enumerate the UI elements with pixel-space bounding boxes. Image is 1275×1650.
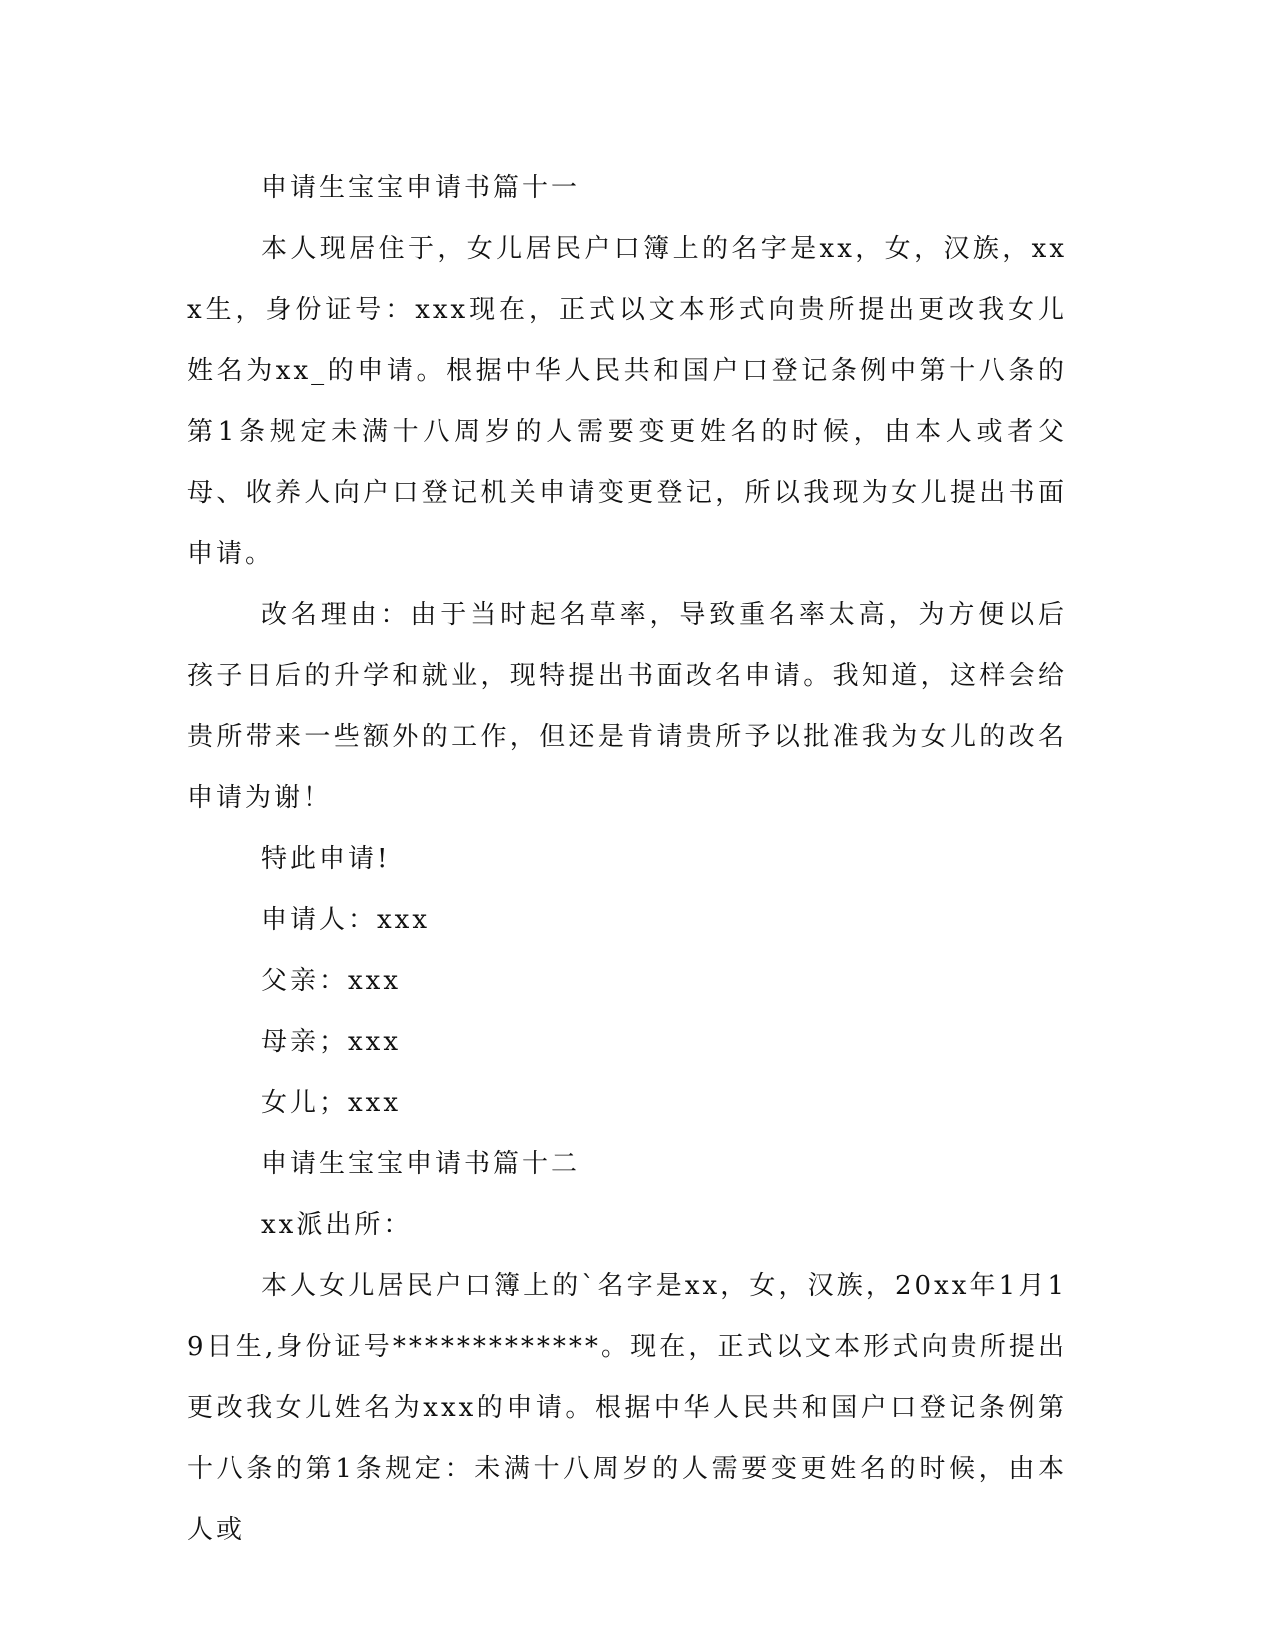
mother-line: 母亲；xxx — [261, 1027, 401, 1057]
body-paragraph-3: 本人女儿居民户口簿上的`名字是xx，女，汉族，20xx年1月19日生,身份证号*************。现在，正式以文本形式向贵所提出更改我女儿姓名为xxx的申请。根据中华人民共和国户口登记条例第十八条的第1条规定：未满十八周岁的人需要变更姓名的时候，由本人或 — [187, 1271, 1067, 1545]
body-paragraph-2: 改名理由：由于当时起名草率，导致重名率太高，为方便以后孩子日后的升学和就业，现特提出书面改名申请。我知道，这样会给贵所带来一些额外的工作，但还是肯请贵所予以批准我为女儿的改名申请为谢！ — [187, 600, 1067, 813]
addressee-line: xx派出所： — [261, 1210, 413, 1240]
section-heading-12: 申请生宝宝申请书篇十二 — [261, 1149, 581, 1179]
father-line: 父亲：xxx — [261, 966, 401, 996]
closing-line: 特此申请! — [261, 844, 391, 874]
daughter-line: 女儿；xxx — [261, 1088, 401, 1118]
section-heading-11: 申请生宝宝申请书篇十一 — [261, 173, 581, 203]
body-paragraph-1: 本人现居住于，女儿居民户口簿上的名字是xx，女，汉族，xxx生，身份证号：xxx现在，正式以文本形式向贵所提出更改我女儿姓名为xx_的申请。根据中华人民共和国户口登记条例中第十八条的第1条规定未满十八周岁的人需要变更姓名的时候，由本人或者父母、收养人向户口登记机关申请变更登记，所以我现为女儿提出书面申请。 — [187, 234, 1067, 569]
document-body — [187, 158, 1067, 1561]
applicant-line: 申请人：xxx — [261, 905, 430, 935]
